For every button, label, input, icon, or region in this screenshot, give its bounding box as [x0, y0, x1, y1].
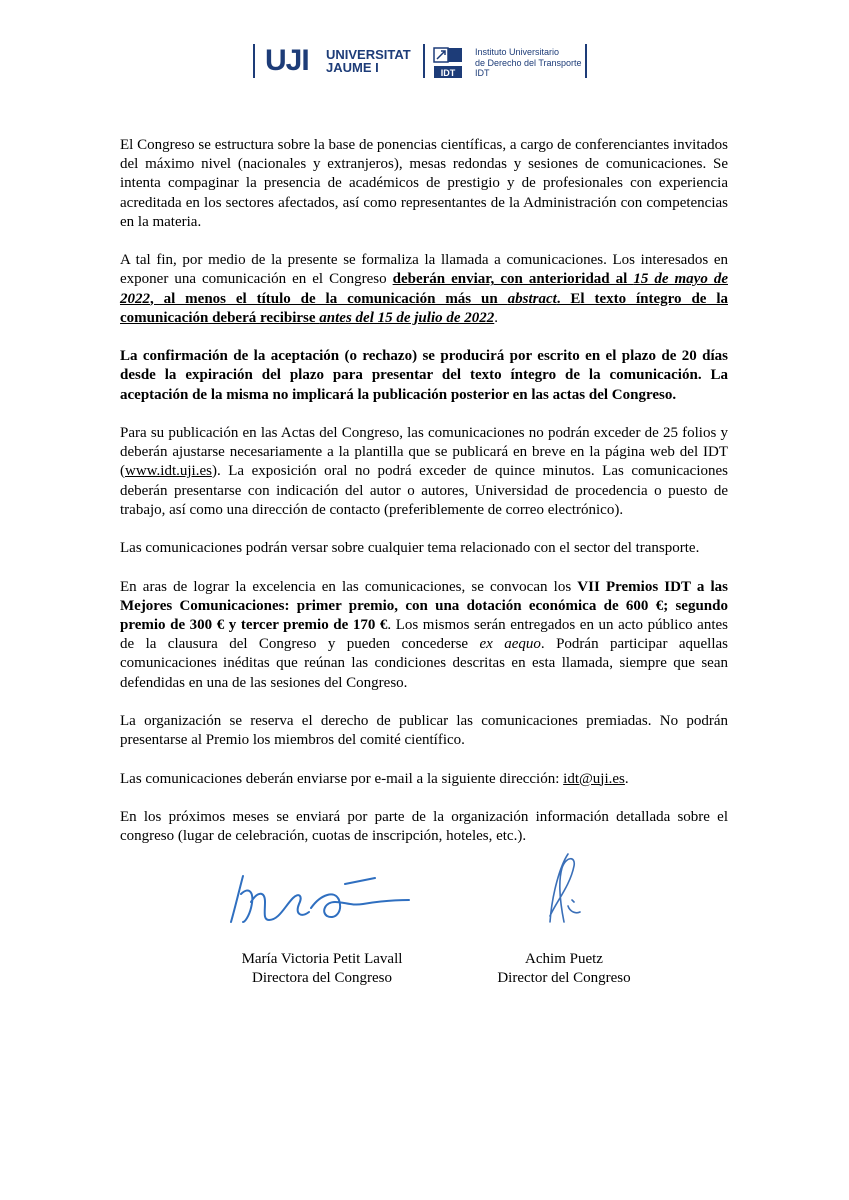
signatory-2: Achim Puetz Director del Congreso — [497, 951, 631, 987]
paragraph-rights: La organización se reserva el derecho de publicar las comunicaciones premiadas. No podrán presentarse al Premio los miembros del comité científico. — [120, 713, 728, 749]
signatory-1: María Victoria Petit Lavall Directora del Congreso — [241, 951, 403, 987]
letterhead-divider — [423, 44, 425, 78]
signature-petit-lavall — [195, 846, 455, 936]
uji-logo-mark: UJI — [265, 44, 309, 77]
idt-website-link[interactable]: www.idt.uji.es — [125, 463, 212, 480]
signature-puetz — [520, 846, 610, 936]
idt-logo-text: IDT — [440, 68, 456, 78]
paragraph-publication: Para su publicación en las Actas del Congreso, las comunicaciones no podrán exceder de 25 folios y deberán ajustarse necesariamente a la plantilla que se publicará en breve en la página web del IDT (www.idt.uji.es). La exposición oral no podrá exceder de quince minutos. Las comunicaciones deberán presentarse con indicación del autor o autores, Universidad de procedencia o puesto de trabajo, así como una dirección de contacto (preferiblemente de correo electrónico). — [120, 425, 728, 518]
paragraph-upcoming-info: En los próximos meses se enviará por parte de la organización información detallada sobre el congreso (lugar de celebración, cuotas de inscripción, hoteles, etc.). — [120, 808, 728, 845]
letter-body — [120, 136, 728, 866]
letterhead-right-bar — [585, 44, 587, 78]
institute-name: Instituto Universitario de Derecho del Transporte IDT — [475, 47, 582, 78]
contact-email-link[interactable]: idt@uji.es — [563, 770, 625, 787]
paragraph-acceptance: La confirmación de la aceptación (o rechazo) se producirá por escrito en el plazo de 20 días desde la expiración del plazo para presentar del texto íntegro de la comunicación. La aceptación de la misma no implicará la publicación posterior en las actas del Congreso. — [120, 348, 728, 403]
paragraph-submission: Las comunicaciones deberán enviarse por e-mail a la siguiente dirección: idt@uji.es. — [120, 770, 629, 787]
university-name: UNIVERSITAT JAUME I — [326, 47, 411, 75]
letterhead-left-bar — [253, 44, 255, 78]
paragraph-call-for-papers: A tal fin, por medio de la presente se formaliza la llamada a comunicaciones. Los interesados en exponer una comunicación en el Congreso deberán enviar, con anterioridad al 15 de mayo de 2022, al menos el título de la comunicación más un abstract. El texto íntegro de la comunicación deberá recibirse antes del 15 de julio de 2022. — [120, 252, 728, 326]
letterhead — [253, 44, 593, 82]
paragraph-topics: Las comunicaciones podrán versar sobre cualquier tema relacionado con el sector del transporte. — [120, 540, 700, 557]
paragraph-awards: En aras de lograr la excelencia en las comunicaciones, se convocan los VII Premios IDT a las Mejores Comunicaciones: primer premio, con una dotación económica de 600 €; segundo premio de 300 € y tercer premio de 170 €. Los mismos serán entregados en un acto público antes de la clausura del Congreso y pueden concederse ex aequo. Podrán participar aquellas comunicaciones inéditas que reúnan las condiciones descritas en esta llamada, siempre que sean defendidas en una de las sesiones del Congreso. — [120, 578, 728, 691]
idt-logo-icon — [433, 47, 463, 79]
paragraph-structure: El Congreso se estructura sobre la base de ponencias científicas, a cargo de conferenciantes invitados del máximo nivel (nacionales y extranjeros), mesas redondas y sesiones de comunicaciones. Se intenta compaginar la presencia de académicos de prestigio y de profesionales con experiencia acreditada en los sectores afectados, así como representantes de la Administración con competencias en la materia. — [120, 137, 728, 230]
